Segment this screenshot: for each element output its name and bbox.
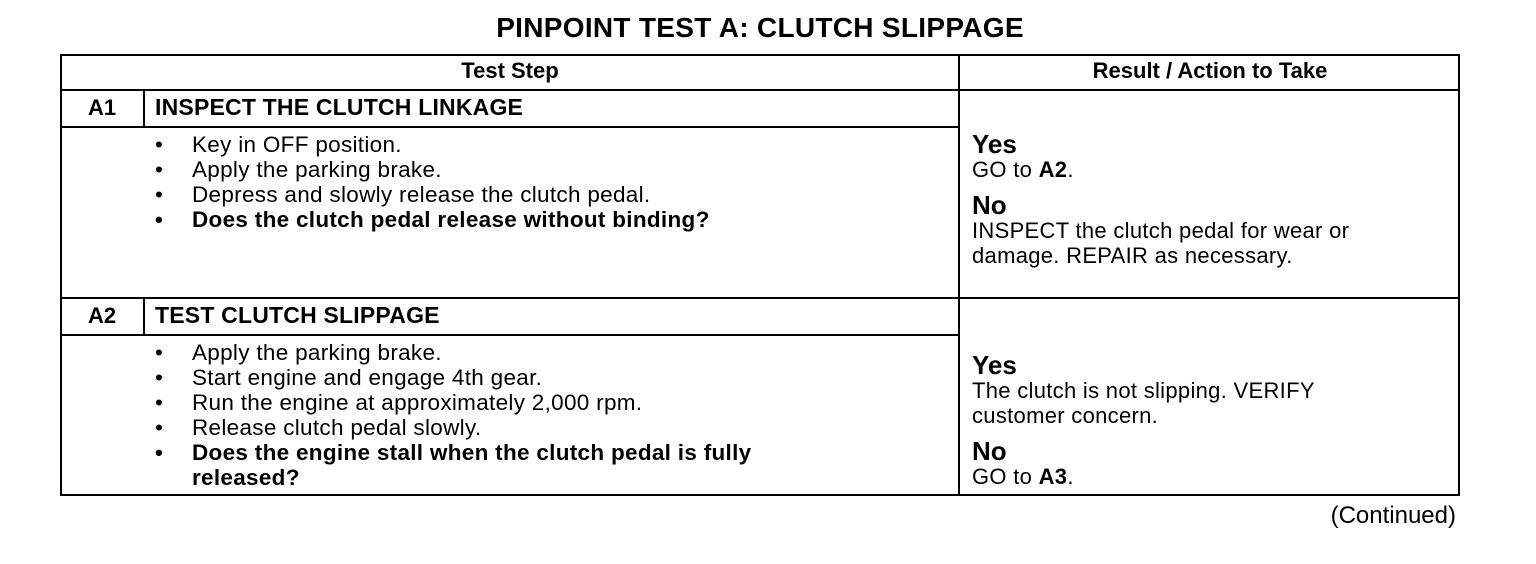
a2-title-divider: [60, 334, 960, 336]
bullet-icon: •: [155, 340, 164, 365]
bullet-icon: •: [155, 157, 164, 182]
no-action: GO to A3.: [972, 464, 1074, 489]
bullet-icon: •: [155, 415, 164, 440]
list-item: • Apply the parking brake.: [155, 340, 442, 365]
step-title-a2: TEST CLUTCH SLIPPAGE: [155, 302, 440, 328]
bullet-icon: •: [155, 365, 164, 390]
list-item: • Does the engine stall when the clutch pedal is fully: [155, 440, 752, 465]
yes-action: The clutch is not slipping. VERIFY customer concern.: [972, 378, 1315, 428]
continued-note: (Continued): [1330, 502, 1456, 529]
bullet-icon: •: [155, 207, 164, 232]
bullet-icon: •: [155, 390, 164, 415]
bullet-icon: •: [155, 182, 164, 207]
yes-label: Yes: [972, 129, 1017, 159]
header-result: Result / Action to Take: [1092, 58, 1328, 83]
list-item: • Key in OFF position.: [155, 132, 402, 157]
header-divider: [60, 89, 1460, 91]
step-id-a1: A1: [87, 95, 117, 120]
list-item: • Does the clutch pedal release without binding?: [155, 207, 710, 232]
page-title: PINPOINT TEST A: CLUTCH SLIPPAGE: [496, 12, 1024, 43]
step-reference: A2: [1038, 157, 1068, 182]
header-test-step: Test Step: [461, 58, 559, 83]
list-item: • Depress and slowly release the clutch pedal.: [155, 182, 651, 207]
step-divider: [60, 297, 1460, 299]
step-title-a1: INSPECT THE CLUTCH LINKAGE: [155, 94, 524, 120]
list-item-continuation: released?: [192, 465, 300, 490]
a1-title-divider: [60, 126, 960, 128]
bullet-icon: •: [155, 132, 164, 157]
result-a2: [972, 352, 1452, 489]
result-a1: [972, 131, 1452, 268]
no-label: No: [972, 190, 1007, 220]
list-item: • Run the engine at approximately 2,000 rpm.: [155, 390, 643, 415]
step-a1-bullet-list: [155, 132, 710, 232]
list-item: • Release clutch pedal slowly.: [155, 415, 482, 440]
yes-action: GO to A2.: [972, 157, 1074, 182]
bullet-icon: •: [155, 440, 164, 465]
yes-label: Yes: [972, 350, 1017, 380]
column-divider: [958, 54, 960, 496]
step-id-a2: A2: [87, 303, 117, 328]
no-label: No: [972, 436, 1007, 466]
no-action: INSPECT the clutch pedal for wear or damage. REPAIR as necessary.: [972, 218, 1350, 268]
list-item: • Start engine and engage 4th gear.: [155, 365, 543, 390]
step-a2-bullet-list: [155, 340, 751, 490]
step-reference: A3: [1038, 464, 1068, 489]
list-item: • Apply the parking brake.: [155, 157, 442, 182]
